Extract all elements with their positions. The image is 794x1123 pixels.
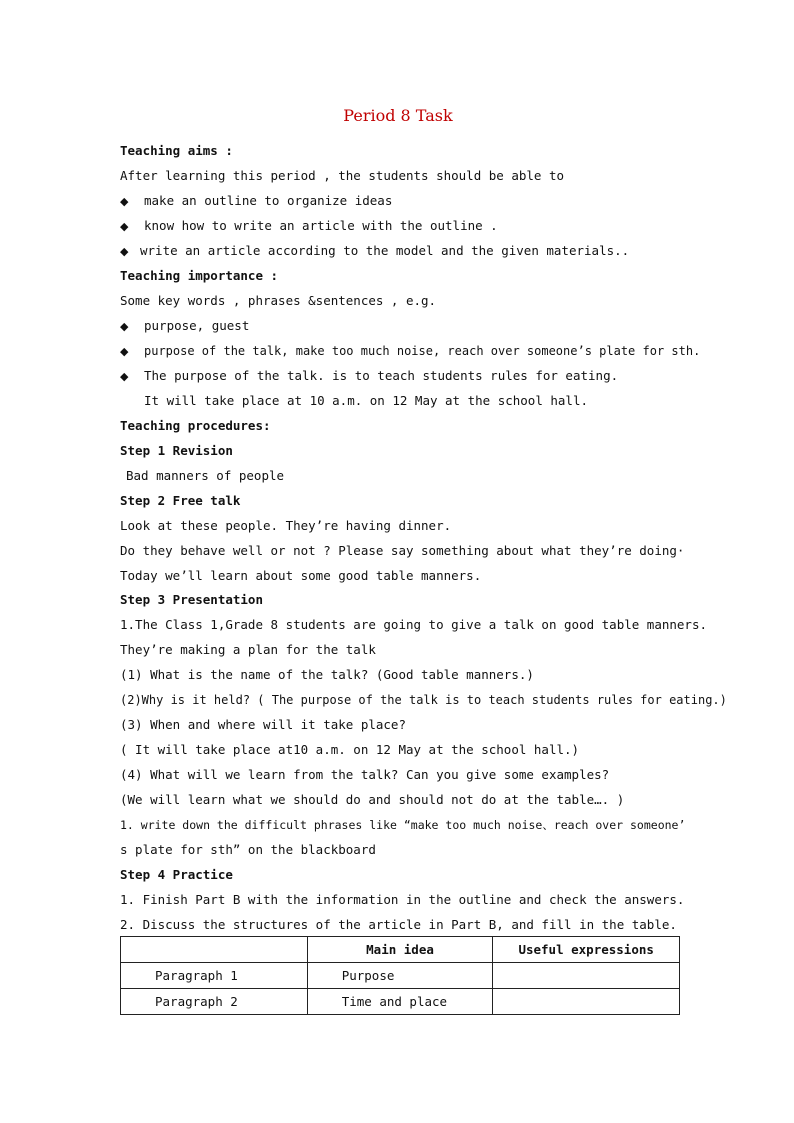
- step3-line: (4) What will we learn from the talk? Can you give some examples?: [120, 767, 610, 782]
- step3-line: They’re making a plan for the talk: [120, 642, 376, 657]
- aims-item: [120, 243, 629, 260]
- aims-item: [120, 218, 498, 235]
- diamond-bullet-icon: ◆: [120, 220, 129, 233]
- step3-line: ( It will take place at10 a.m. on 12 May at the school hall.): [120, 742, 580, 757]
- aims-heading: Teaching aims :: [120, 143, 233, 158]
- step3-line: 1. write down the difficult phrases like “make too much noise、reach over someone’: [120, 818, 686, 832]
- table-main-idea: Purpose: [307, 963, 493, 989]
- importance-item-text: purpose of the talk, make too much noise, reach over someone’s plate for sth.: [144, 344, 701, 358]
- diamond-bullet-icon: ◆: [120, 370, 129, 383]
- table-header-cell: Main idea: [307, 937, 493, 963]
- step4-line: 2. Discuss the structures of the article in Part B, and fill in the table.: [120, 917, 677, 932]
- step3-line: (3) When and where will it take place?: [120, 717, 406, 732]
- outline-table: [120, 936, 680, 1015]
- diamond-bullet-icon: ◆: [120, 320, 129, 333]
- step2-line: Look at these people. They’re having dinner.: [120, 518, 452, 533]
- diamond-bullet-icon: ◆: [120, 245, 129, 258]
- table-row-label: Paragraph 1: [121, 963, 308, 989]
- table-useful-expressions: [493, 989, 680, 1015]
- diamond-bullet-icon: ◆: [120, 345, 129, 358]
- importance-item: [120, 368, 618, 385]
- importance-continuation: It will take place at 10 a.m. on 12 May at the school hall.: [144, 393, 589, 408]
- importance-item-text: The purpose of the talk. is to teach students rules for eating.: [144, 368, 619, 383]
- importance-item-text: purpose, guest: [144, 318, 250, 333]
- table-row-label: Paragraph 2: [121, 989, 308, 1015]
- step1-heading: Step 1 Revision: [120, 443, 233, 458]
- step2-heading: Step 2 Free talk: [120, 493, 241, 508]
- aims-item-text: make an outline to organize ideas: [144, 193, 393, 208]
- step3-heading: Step 3 Presentation: [120, 592, 263, 607]
- step2-line: Today we’ll learn about some good table manners.: [120, 568, 482, 583]
- table-useful-expressions: [493, 963, 680, 989]
- step3-line: (2)Why is it held? ( The purpose of the talk is to teach students rules for eating.): [120, 693, 727, 707]
- table-row: [121, 989, 680, 1015]
- step3-line: 1.The Class 1,Grade 8 students are going to give a talk on good table manners.: [120, 617, 707, 632]
- importance-intro: Some key words , phrases &sentences , e.g.: [120, 293, 437, 308]
- aims-item: [120, 193, 392, 210]
- importance-item: [120, 343, 700, 360]
- aims-item-text: know how to write an article with the outline .: [144, 218, 498, 233]
- aims-intro: After learning this period , the students should be able to: [120, 168, 565, 183]
- step2-line: Do they behave well or not ? Please say something about what they’re doing·: [120, 543, 685, 558]
- step3-line: (We will learn what we should do and should not do at the table…. ): [120, 792, 625, 807]
- step3-line: (1) What is the name of the talk? (Good table manners.): [120, 667, 534, 682]
- step4-heading: Step 4 Practice: [120, 867, 233, 882]
- document-title: Period 8 Task: [343, 106, 453, 125]
- importance-item: [120, 318, 249, 335]
- aims-item-text: write an article according to the model and the given materials..: [140, 243, 630, 258]
- diamond-bullet-icon: ◆: [120, 195, 129, 208]
- procedures-heading: Teaching procedures:: [120, 418, 271, 433]
- table-main-idea: Time and place: [307, 989, 493, 1015]
- table-header-row: [121, 937, 680, 963]
- step1-text: Bad manners of people: [126, 468, 285, 483]
- table-header-cell: [121, 937, 308, 963]
- importance-heading: Teaching importance :: [120, 268, 279, 283]
- table-row: [121, 963, 680, 989]
- step4-line: 1. Finish Part B with the information in the outline and check the answers.: [120, 892, 685, 907]
- step3-line: s plate for sth” on the blackboard: [120, 842, 376, 857]
- table-header-cell: Useful expressions: [493, 937, 680, 963]
